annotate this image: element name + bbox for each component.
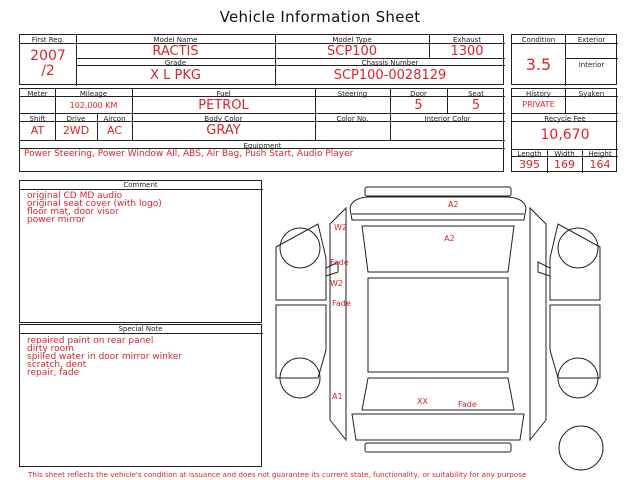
length-label: Length bbox=[517, 150, 542, 158]
chassis-number: SCP100-0028129 bbox=[333, 68, 447, 83]
equipment-label: Equipment bbox=[243, 142, 282, 150]
seat-label: Seat bbox=[468, 90, 484, 98]
door-count: 5 bbox=[414, 98, 423, 113]
grade: X L PKG bbox=[150, 68, 201, 83]
condition-block bbox=[511, 34, 617, 85]
front-right-wheel bbox=[558, 228, 598, 268]
comment-label: Comment bbox=[123, 181, 158, 189]
first-reg-month: /2 bbox=[41, 63, 55, 79]
model-type-label: Model Type bbox=[332, 36, 372, 44]
shift: AT bbox=[30, 124, 45, 137]
mark-a2-hood: A2 bbox=[448, 200, 459, 209]
color-no-label: Color No. bbox=[336, 115, 369, 123]
special-note-line: repaired paint on rear panel bbox=[27, 336, 154, 346]
rear-hatch bbox=[352, 414, 524, 440]
right-mirror bbox=[538, 262, 550, 276]
exterior-label: Exterior bbox=[577, 36, 606, 44]
width-label: Width bbox=[554, 150, 575, 158]
length: 395 bbox=[519, 158, 540, 171]
rear-window bbox=[362, 378, 514, 410]
comment-line: original CD MD audio bbox=[27, 191, 123, 201]
interior-label: Interior bbox=[578, 61, 605, 69]
special-note-line: repair, fade bbox=[27, 368, 80, 378]
mark-fade-rear: Fade bbox=[458, 400, 477, 409]
meter-label: Meter bbox=[27, 90, 48, 98]
drive: 2WD bbox=[62, 124, 90, 137]
mileage-label: Mileage bbox=[79, 90, 108, 98]
disclaimer-footer: This sheet reflects the vehicle's condition at issuance and does not guarantee its current state, functionality, or suitability for any purpose bbox=[28, 470, 527, 479]
specs-block bbox=[19, 88, 504, 172]
chassis-label: Chassis Number bbox=[361, 59, 419, 67]
hood bbox=[350, 197, 526, 220]
mark-fade-rear-door: Fade bbox=[332, 299, 351, 308]
special-note-line: scratch, dent bbox=[27, 360, 87, 370]
body-color-label: Body Color bbox=[204, 115, 243, 123]
mark-a2-windshield: A2 bbox=[444, 234, 455, 243]
history-label: History bbox=[526, 90, 551, 98]
mark-w2-front-door: W2 bbox=[334, 223, 347, 232]
shift-label: Shift bbox=[29, 115, 46, 123]
model-type: SCP100 bbox=[327, 44, 377, 59]
body-left-side bbox=[330, 208, 346, 440]
spare-wheel bbox=[559, 426, 603, 470]
mark-fade-front-door: Fade bbox=[330, 258, 349, 267]
exhaust: 1300 bbox=[450, 44, 484, 59]
width: 169 bbox=[554, 158, 575, 171]
first-reg-year: 2007 bbox=[30, 48, 66, 64]
mark-a1-rear-quarter: A1 bbox=[332, 392, 343, 401]
model-name-label: Model Name bbox=[153, 36, 198, 44]
first-reg-label: First Reg. bbox=[31, 36, 65, 44]
condition-label: Condition bbox=[521, 36, 556, 44]
special-note-line: dirty room bbox=[27, 344, 74, 354]
comment-line: original seat cover (with logo) bbox=[27, 199, 162, 209]
door-label: Door bbox=[410, 90, 427, 98]
interior-color-label: Interior Color bbox=[424, 115, 471, 123]
comment-box bbox=[19, 180, 262, 323]
seat-count: 5 bbox=[471, 98, 481, 113]
recycle-label: Recycle Fee bbox=[544, 115, 586, 123]
page-title: Vehicle Information Sheet bbox=[219, 8, 421, 26]
history: PRIVATE bbox=[522, 100, 555, 109]
mileage: 102,000 KM bbox=[69, 101, 118, 110]
roof bbox=[368, 278, 508, 372]
car-damage-diagram bbox=[266, 178, 640, 480]
aircon: AC bbox=[106, 124, 122, 137]
special-note-box bbox=[19, 324, 262, 467]
comment-line: power mirror bbox=[27, 215, 86, 225]
mark-w2-rear-door: W2 bbox=[330, 279, 343, 288]
mark-xx-rear: XX bbox=[417, 397, 428, 406]
special-note-label: Special Note bbox=[118, 325, 163, 333]
recycle-fee: 10,670 bbox=[540, 127, 590, 143]
windshield bbox=[362, 226, 514, 272]
condition-grade: 3.5 bbox=[525, 55, 552, 74]
model-name: RACTIS bbox=[152, 44, 199, 59]
fuel-label: Fuel bbox=[216, 90, 231, 98]
aircon-label: Aircon bbox=[103, 115, 126, 123]
comment-line: floor mat, door visor bbox=[27, 207, 119, 217]
front-bumper bbox=[365, 187, 511, 196]
exhaust-label: Exhaust bbox=[452, 36, 482, 44]
main-info-block bbox=[19, 34, 504, 85]
special-note-line: spilled water in door mirror winker bbox=[27, 352, 182, 362]
syaken-label: Syaken bbox=[578, 90, 605, 98]
drive-label: Drive bbox=[66, 115, 86, 123]
height: 164 bbox=[589, 158, 611, 171]
body-right-side bbox=[530, 208, 546, 440]
fuel: PETROL bbox=[198, 98, 249, 113]
history-block bbox=[511, 88, 617, 172]
equipment-list: Power Steering, Power Window All, ABS, Air Bag, Push Start, Audio Player bbox=[24, 149, 354, 159]
steering-label: Steering bbox=[337, 90, 368, 98]
grade-label: Grade bbox=[164, 59, 187, 67]
height-label: Height bbox=[588, 150, 612, 158]
body-color: GRAY bbox=[206, 123, 241, 138]
rear-bumper bbox=[365, 443, 511, 452]
